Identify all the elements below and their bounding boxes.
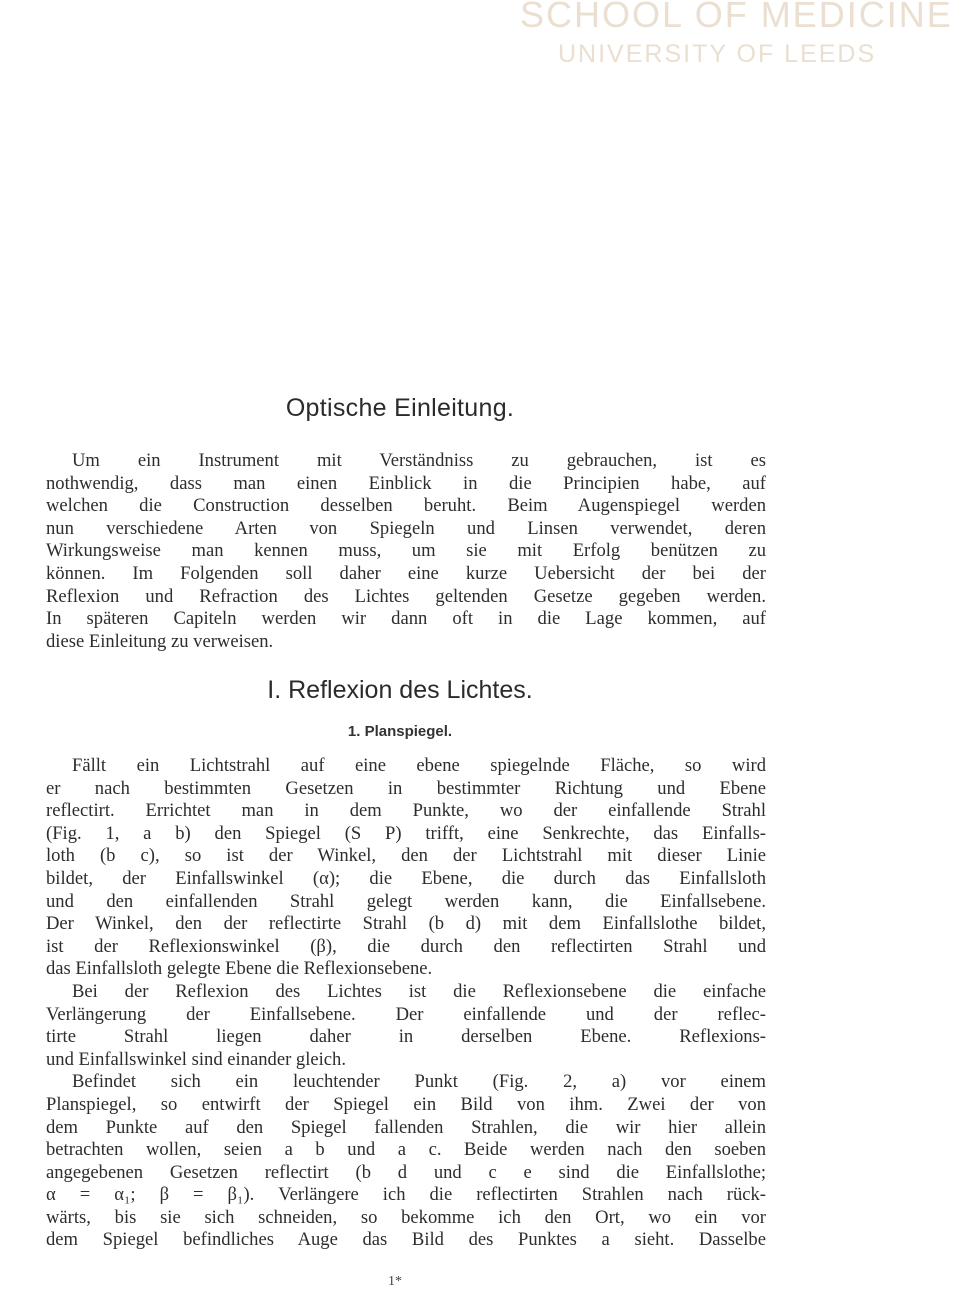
body-text bbox=[46, 755, 766, 1252]
body-line: dem Punkte auf den Spiegel fallenden Strahlen, die wir hier allein bbox=[46, 1116, 766, 1138]
folio-mark: 1* bbox=[388, 1274, 402, 1289]
intro-line: In späteren Capiteln werden wir dann oft in die Lage kommen, auf bbox=[46, 608, 766, 630]
intro-line: diese Einleitung zu verweisen. bbox=[46, 630, 274, 652]
intro-line: nun verschiedene Arten von Spiegeln und Linsen verwendet, deren bbox=[46, 517, 766, 539]
body-line: loth (b c), so ist der Winkel, den der Lichtstrahl mit dieser Linie bbox=[46, 845, 766, 867]
body-line: betrachten wollen, seien a b und a c. Beide werden nach den soeben bbox=[46, 1139, 766, 1161]
section-heading: I. Reflexion des Lichtes. bbox=[267, 676, 533, 704]
body-line: α = α₁; β = β₁). Verlängere ich die reflectirten Strahlen nach rück- bbox=[46, 1184, 766, 1206]
body-line: (Fig. 1, a b) den Spiegel (S P) trifft, eine Senkrechte, das Einfalls- bbox=[46, 822, 766, 844]
intro-line: Reflexion und Refraction des Lichtes geltenden Gesetze gegeben werden. bbox=[46, 585, 766, 607]
intro-line: können. Im Folgenden soll daher eine kurze Uebersicht der bei der bbox=[46, 562, 766, 584]
body-line: Planspiegel, so entwirft der Spiegel ein Bild von ihm. Zwei der von bbox=[46, 1093, 766, 1115]
body-paragraph bbox=[46, 981, 766, 1071]
intro-line: welchen die Construction desselben beruht. Beim Augenspiegel werden bbox=[46, 495, 766, 517]
body-paragraph bbox=[46, 1071, 766, 1252]
stamp-line-university: UNIVERSITY OF LEEDS bbox=[558, 40, 877, 68]
intro-paragraph bbox=[46, 450, 766, 653]
intro-line: Wirkungsweise man kennen muss, um sie mit Erfolg benützen zu bbox=[46, 540, 766, 562]
body-line: Bei der Reflexion des Lichtes ist die Reflexionsebene die einfache bbox=[72, 980, 766, 1002]
body-line: Verlängerung der Einfallsebene. Der einfallende und der reflec- bbox=[46, 1003, 766, 1025]
body-line: dem Spiegel befindliches Auge das Bild des Punktes a sieht. Dasselbe bbox=[46, 1229, 766, 1251]
body-line: tirte Strahl liegen daher in derselben Ebene. Reflexions- bbox=[46, 1026, 766, 1048]
body-line: Fällt ein Lichtstrahl auf eine ebene spiegelnde Fläche, so wird bbox=[72, 755, 766, 776]
body-line: Befindet sich ein leuchtender Punkt (Fig. 2, a) vor einem bbox=[72, 1071, 766, 1093]
page-title: Optische Einleitung. bbox=[285, 394, 515, 422]
body-line: bildet, der Einfallswinkel (α); die Ebene, die durch das Einfallsloth bbox=[46, 867, 766, 889]
body-paragraph bbox=[46, 755, 766, 981]
body-line: das Einfallsloth gelegte Ebene die Reflexionsebene. bbox=[46, 958, 433, 980]
body-line: angegebenen Gesetzen reflectirt (b d und c e sind die Einfallslothe; bbox=[46, 1161, 766, 1183]
intro-line: nothwendig, dass man einen Einblick in die Principien habe, auf bbox=[46, 472, 766, 494]
body-line: ist der Reflexionswinkel (β), die durch den reflectirten Strahl und bbox=[46, 935, 766, 957]
subsection-heading: 1. Planspiegel. bbox=[347, 723, 453, 740]
intro-line: Um ein Instrument mit Verständniss zu gebrauchen, ist es bbox=[72, 450, 766, 471]
stamp-line-school: SCHOOL OF MEDICINE bbox=[520, 0, 953, 35]
body-line: reflectirt. Errichtet man in dem Punkte, wo der einfallende Strahl bbox=[46, 800, 766, 822]
body-line: Der Winkel, den der reflectirte Strahl (b d) mit dem Einfallslothe bildet, bbox=[46, 913, 766, 935]
body-line: er nach bestimmten Gesetzen in bestimmter Richtung und Ebene bbox=[46, 777, 766, 799]
body-line: und den einfallenden Strahl gelegt werden kann, die Einfallsebene. bbox=[46, 890, 766, 912]
body-line: wärts, bis sie sich schneiden, so bekomme ich den Ort, wo ein vor bbox=[46, 1206, 766, 1228]
body-line: und Einfallswinkel sind einander gleich. bbox=[46, 1048, 347, 1070]
